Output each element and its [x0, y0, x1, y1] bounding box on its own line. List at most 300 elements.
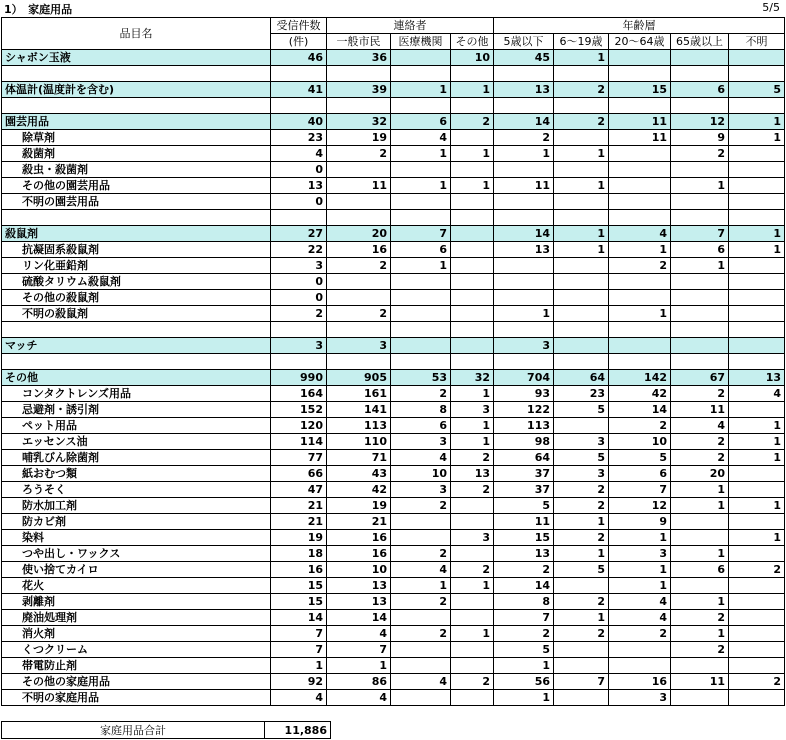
value-cell: 1 [554, 546, 609, 562]
value-cell [451, 258, 494, 274]
header-contact-medical: 医療機関 [391, 34, 451, 50]
item-name-cell: その他の家庭用品 [2, 674, 271, 690]
value-cell: 11 [609, 114, 671, 130]
table-row [2, 610, 785, 626]
value-cell [327, 194, 391, 210]
value-cell: 14 [494, 226, 554, 242]
value-cell [494, 290, 554, 306]
spacer-cell [391, 210, 451, 226]
value-cell: 2 [554, 626, 609, 642]
value-cell: 2 [729, 562, 785, 578]
spacer-cell [554, 322, 609, 338]
value-cell [729, 658, 785, 674]
spacer-row [2, 98, 785, 114]
value-cell: 11 [609, 130, 671, 146]
value-cell: 152 [271, 402, 327, 418]
value-cell: 11 [494, 514, 554, 530]
value-cell: 1 [671, 498, 729, 514]
spacer-cell [391, 322, 451, 338]
value-cell [391, 514, 451, 530]
table-row [2, 402, 785, 418]
category-row [2, 50, 785, 66]
value-cell: 64 [554, 370, 609, 386]
value-cell: 1 [671, 178, 729, 194]
value-cell [609, 290, 671, 306]
spacer-cell [451, 66, 494, 82]
value-cell [609, 146, 671, 162]
value-cell: 5 [554, 562, 609, 578]
value-cell: 2 [609, 418, 671, 434]
value-cell [671, 658, 729, 674]
spacer-row [2, 322, 785, 338]
table-row [2, 674, 785, 690]
item-name-cell: 紙おむつ類 [2, 466, 271, 482]
category-row [2, 226, 785, 242]
spacer-cell [271, 354, 327, 370]
spacer-cell [609, 66, 671, 82]
value-cell: 1 [451, 418, 494, 434]
value-cell [451, 290, 494, 306]
item-name-cell: 消火剤 [2, 626, 271, 642]
value-cell: 4 [609, 610, 671, 626]
value-cell: 1 [609, 578, 671, 594]
value-cell [391, 274, 451, 290]
spacer-cell [729, 98, 785, 114]
value-cell: 110 [327, 434, 391, 450]
value-cell [729, 642, 785, 658]
value-cell: 1 [271, 658, 327, 674]
value-cell: 7 [391, 226, 451, 242]
value-cell [451, 338, 494, 354]
value-cell: 3 [327, 338, 391, 354]
spacer-cell [494, 66, 554, 82]
value-cell: 4 [271, 690, 327, 706]
value-cell: 4 [327, 626, 391, 642]
household-products-table [1, 17, 785, 706]
value-cell [451, 274, 494, 290]
value-cell [451, 162, 494, 178]
value-cell: 2 [391, 594, 451, 610]
value-cell [554, 130, 609, 146]
value-cell [729, 626, 785, 642]
value-cell: 6 [671, 82, 729, 98]
value-cell: 1 [451, 386, 494, 402]
value-cell [391, 290, 451, 306]
value-cell [391, 306, 451, 322]
value-cell: 10 [327, 562, 391, 578]
value-cell: 16 [271, 562, 327, 578]
spacer-cell [327, 66, 391, 82]
spacer-cell [671, 98, 729, 114]
spacer-cell [609, 354, 671, 370]
value-cell: 1 [554, 242, 609, 258]
value-cell [451, 306, 494, 322]
spacer-cell [609, 98, 671, 114]
value-cell [391, 50, 451, 66]
value-cell [554, 194, 609, 210]
value-cell: 6 [671, 242, 729, 258]
value-cell: 1 [609, 242, 671, 258]
spacer-cell [451, 210, 494, 226]
item-name-cell: 殺鼠剤 [2, 226, 271, 242]
value-cell [327, 274, 391, 290]
value-cell: 8 [494, 594, 554, 610]
value-cell: 86 [327, 674, 391, 690]
table-row [2, 466, 785, 482]
value-cell: 53 [391, 370, 451, 386]
item-name-cell: ペット用品 [2, 418, 271, 434]
value-cell: 2 [451, 450, 494, 466]
value-cell: 12 [671, 114, 729, 130]
table-row [2, 514, 785, 530]
value-cell: 22 [271, 242, 327, 258]
value-cell: 13 [729, 370, 785, 386]
value-cell: 11 [494, 178, 554, 194]
spacer-row [2, 210, 785, 226]
value-cell: 4 [391, 674, 451, 690]
item-name-cell: 殺菌剤 [2, 146, 271, 162]
spacer-cell [391, 98, 451, 114]
value-cell: 15 [271, 594, 327, 610]
spacer-cell [391, 66, 451, 82]
value-cell: 4 [391, 562, 451, 578]
value-cell: 1 [729, 530, 785, 546]
table-row [2, 178, 785, 194]
value-cell: 2 [554, 594, 609, 610]
value-cell: 1 [391, 82, 451, 98]
value-cell: 1 [391, 178, 451, 194]
value-cell: 1 [554, 226, 609, 242]
value-cell [451, 546, 494, 562]
value-cell [554, 338, 609, 354]
value-cell: 4 [729, 386, 785, 402]
table-row [2, 290, 785, 306]
spacer-row [2, 354, 785, 370]
value-cell [729, 146, 785, 162]
item-name-cell: 廃油処理剤 [2, 610, 271, 626]
table-row [2, 450, 785, 466]
spacer-cell [327, 210, 391, 226]
value-cell: 122 [494, 402, 554, 418]
value-cell [609, 642, 671, 658]
spacer-cell [271, 322, 327, 338]
table-row [2, 434, 785, 450]
value-cell: 704 [494, 370, 554, 386]
value-cell [554, 258, 609, 274]
value-cell: 11 [327, 178, 391, 194]
value-cell [671, 290, 729, 306]
table-row [2, 658, 785, 674]
table-row [2, 146, 785, 162]
value-cell: 1 [554, 146, 609, 162]
value-cell [729, 690, 785, 706]
category-row [2, 370, 785, 386]
spacer-cell [271, 210, 327, 226]
value-cell: 42 [609, 386, 671, 402]
value-cell: 114 [271, 434, 327, 450]
value-cell: 3 [554, 434, 609, 450]
value-cell: 16 [327, 242, 391, 258]
value-cell: 1 [494, 146, 554, 162]
value-cell: 20 [327, 226, 391, 242]
item-name-cell: ろうそく [2, 482, 271, 498]
item-name-cell: 防カビ剤 [2, 514, 271, 530]
value-cell [554, 642, 609, 658]
spacer-cell [671, 322, 729, 338]
header-age-20-64: 20～64歳 [609, 34, 671, 50]
table-row [2, 594, 785, 610]
item-name-cell: 花火 [2, 578, 271, 594]
value-cell: 2 [451, 114, 494, 130]
spacer-cell [2, 322, 271, 338]
value-cell: 15 [271, 578, 327, 594]
value-cell [671, 306, 729, 322]
value-cell: 3 [609, 690, 671, 706]
value-cell: 13 [327, 578, 391, 594]
value-cell: 2 [609, 258, 671, 274]
value-cell [671, 162, 729, 178]
value-cell [554, 274, 609, 290]
value-cell [494, 162, 554, 178]
value-cell: 1 [671, 546, 729, 562]
item-name-cell: 除草剤 [2, 130, 271, 146]
value-cell [729, 274, 785, 290]
value-cell: 64 [494, 450, 554, 466]
value-cell [729, 402, 785, 418]
value-cell [671, 338, 729, 354]
value-cell: 3 [554, 466, 609, 482]
item-name-cell: 剥離剤 [2, 594, 271, 610]
value-cell: 71 [327, 450, 391, 466]
value-cell [729, 258, 785, 274]
header-contact: 連絡者 [327, 18, 494, 34]
value-cell: 40 [271, 114, 327, 130]
spacer-cell [554, 98, 609, 114]
value-cell: 4 [671, 418, 729, 434]
value-cell: 3 [451, 530, 494, 546]
value-cell [494, 194, 554, 210]
value-cell: 6 [391, 242, 451, 258]
value-cell: 3 [271, 258, 327, 274]
value-cell [729, 466, 785, 482]
spacer-cell [327, 354, 391, 370]
value-cell [729, 594, 785, 610]
value-cell: 9 [671, 130, 729, 146]
value-cell [451, 690, 494, 706]
value-cell [729, 50, 785, 66]
value-cell: 2 [391, 386, 451, 402]
value-cell [451, 514, 494, 530]
header-age-6-19: 6～19歳 [554, 34, 609, 50]
value-cell: 0 [271, 194, 327, 210]
item-name-cell: 帯電防止剤 [2, 658, 271, 674]
value-cell: 142 [609, 370, 671, 386]
value-cell [671, 194, 729, 210]
value-cell [451, 642, 494, 658]
value-cell: 14 [327, 610, 391, 626]
value-cell: 2 [494, 130, 554, 146]
total-table [1, 721, 331, 739]
value-cell: 2 [554, 482, 609, 498]
value-cell: 41 [271, 82, 327, 98]
value-cell: 12 [609, 498, 671, 514]
value-cell: 113 [327, 418, 391, 434]
item-name-cell: 体温計(温度計を含む) [2, 82, 271, 98]
spacer-cell [494, 98, 554, 114]
spacer-cell [451, 98, 494, 114]
header-row-1 [2, 18, 785, 34]
value-cell: 6 [609, 466, 671, 482]
value-cell [729, 194, 785, 210]
value-cell: 2 [451, 674, 494, 690]
table-row [2, 578, 785, 594]
category-row [2, 114, 785, 130]
value-cell: 1 [494, 658, 554, 674]
value-cell: 15 [609, 82, 671, 98]
value-cell: 5 [729, 82, 785, 98]
value-cell [671, 690, 729, 706]
spacer-row [2, 66, 785, 82]
value-cell [609, 658, 671, 674]
value-cell: 2 [494, 626, 554, 642]
value-cell: 27 [271, 226, 327, 242]
value-cell: 67 [671, 370, 729, 386]
value-cell: 4 [609, 226, 671, 242]
value-cell [451, 130, 494, 146]
value-cell: 1 [609, 562, 671, 578]
value-cell: 4 [391, 130, 451, 146]
value-cell [327, 162, 391, 178]
value-cell: 1 [451, 82, 494, 98]
value-cell: 2 [554, 82, 609, 98]
value-cell: 32 [327, 114, 391, 130]
table-row [2, 130, 785, 146]
item-name-cell: 不明の園芸用品 [2, 194, 271, 210]
value-cell: 1 [554, 178, 609, 194]
value-cell: 21 [271, 498, 327, 514]
item-name-cell: 染料 [2, 530, 271, 546]
value-cell [391, 658, 451, 674]
item-name-cell: 硫酸タリウム殺鼠剤 [2, 274, 271, 290]
value-cell [391, 642, 451, 658]
value-cell [729, 514, 785, 530]
spacer-cell [494, 322, 554, 338]
item-name-cell: リン化亜鉛剤 [2, 258, 271, 274]
value-cell: 2 [671, 146, 729, 162]
value-cell: 2 [327, 306, 391, 322]
total-label: 家庭用品合計 [2, 722, 265, 739]
value-cell: 1 [671, 482, 729, 498]
value-cell [609, 50, 671, 66]
header-item-name: 品目名 [2, 18, 271, 50]
table-row [2, 274, 785, 290]
table-row [2, 418, 785, 434]
item-name-cell: 忌避剤・誘引剤 [2, 402, 271, 418]
value-cell: 5 [609, 450, 671, 466]
value-cell: 23 [554, 386, 609, 402]
value-cell: 1 [671, 626, 729, 642]
value-cell: 45 [494, 50, 554, 66]
value-cell: 1 [729, 450, 785, 466]
item-name-cell: エッセンス油 [2, 434, 271, 450]
value-cell: 1 [494, 306, 554, 322]
value-cell: 37 [494, 466, 554, 482]
value-cell: 9 [609, 514, 671, 530]
value-cell [554, 290, 609, 306]
value-cell: 66 [271, 466, 327, 482]
item-name-cell: つや出し・ワックス [2, 546, 271, 562]
value-cell [729, 610, 785, 626]
value-cell: 39 [327, 82, 391, 98]
value-cell: 16 [327, 530, 391, 546]
spacer-cell [2, 210, 271, 226]
header-received-unit: (件) [271, 34, 327, 50]
value-cell: 1 [451, 178, 494, 194]
value-cell: 13 [451, 466, 494, 482]
value-cell [609, 178, 671, 194]
value-cell [554, 306, 609, 322]
spacer-cell [2, 98, 271, 114]
value-cell [391, 338, 451, 354]
table-row [2, 626, 785, 642]
header-contact-public: 一般市民 [327, 34, 391, 50]
value-cell: 2 [671, 610, 729, 626]
value-cell: 32 [451, 370, 494, 386]
spacer-cell [271, 98, 327, 114]
spacer-cell [494, 210, 554, 226]
value-cell: 3 [609, 546, 671, 562]
value-cell: 10 [391, 466, 451, 482]
spacer-cell [327, 322, 391, 338]
value-cell: 5 [554, 402, 609, 418]
spacer-cell [729, 210, 785, 226]
value-cell: 2 [451, 482, 494, 498]
spacer-cell [554, 66, 609, 82]
value-cell: 1 [729, 434, 785, 450]
value-cell: 13 [271, 178, 327, 194]
value-cell: 161 [327, 386, 391, 402]
spacer-cell [327, 98, 391, 114]
value-cell: 43 [327, 466, 391, 482]
value-cell [729, 178, 785, 194]
value-cell [554, 578, 609, 594]
total-value: 11,886 [265, 722, 331, 739]
value-cell: 3 [391, 482, 451, 498]
value-cell: 7 [271, 642, 327, 658]
value-cell: 1 [729, 498, 785, 514]
spacer-cell [451, 354, 494, 370]
value-cell: 1 [451, 578, 494, 594]
value-cell: 7 [271, 626, 327, 642]
value-cell: 56 [494, 674, 554, 690]
table-row [2, 194, 785, 210]
value-cell: 113 [494, 418, 554, 434]
value-cell: 1 [671, 594, 729, 610]
item-name-cell: 殺虫・殺菌剤 [2, 162, 271, 178]
value-cell: 2 [729, 674, 785, 690]
value-cell: 19 [327, 130, 391, 146]
value-cell: 1 [391, 146, 451, 162]
value-cell: 37 [494, 482, 554, 498]
table-row [2, 306, 785, 322]
value-cell [554, 162, 609, 178]
value-cell [729, 338, 785, 354]
value-cell: 10 [451, 50, 494, 66]
total-row [2, 722, 331, 739]
header-age: 年齢層 [494, 18, 785, 34]
value-cell: 2 [671, 450, 729, 466]
value-cell: 7 [494, 610, 554, 626]
